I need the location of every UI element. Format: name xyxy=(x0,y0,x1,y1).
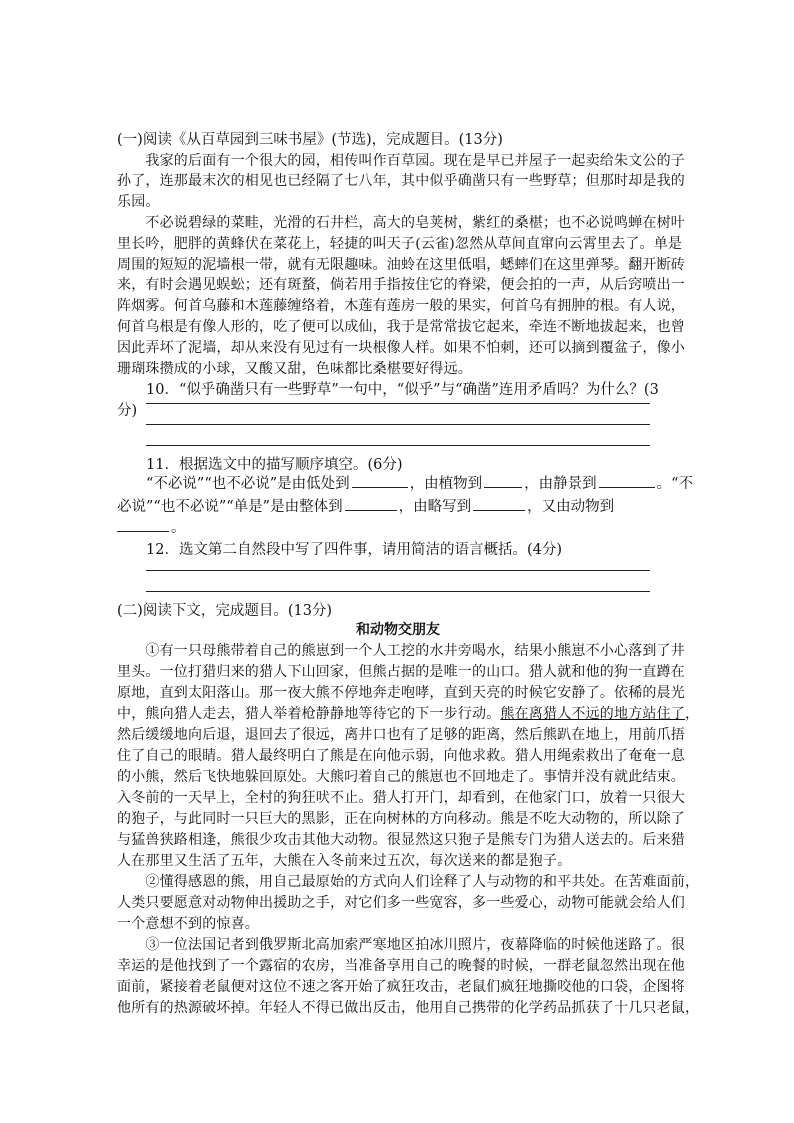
fill-blank[interactable] xyxy=(117,517,169,532)
q11-text: “不必说”“也不必说”是由低处到 xyxy=(117,476,350,492)
passage1-line: 我家的后面有一个很大的园，相传叫作百草园。现在是早已并屋子一起卖给朱文公的子 xyxy=(117,153,685,169)
article-line: 幸运的是他找到了一个露宿的农房，当准备享用自己的晚餐的时候，一群老鼠忽然出现在他 xyxy=(117,958,685,974)
article-line: 的小熊，然后飞快地躲回原处。大熊叼着自己的熊崽也不回地走了。事情并没有就此结束。 xyxy=(117,769,685,785)
question-10-cont: 分) xyxy=(117,403,138,419)
article-line: 的狍子，与此同时一只巨大的黑影，正在向树林的方向移动。熊是不吃大动物的，所以除了 xyxy=(117,811,685,827)
fill-blank[interactable] xyxy=(352,473,408,488)
passage2-line: 里长吟，肥胖的黄蜂伏在菜花上，轻捷的叫天子(云雀)忽然从草间直窜向云霄里去了。单是 xyxy=(117,236,683,252)
answer-line[interactable] xyxy=(146,570,650,571)
article-text: ， xyxy=(685,706,700,722)
article-line: ②懂得感恩的熊，用自己最原始的方式向人们诠释了人与动物的和平共处。在苦难面前， xyxy=(117,874,700,890)
fill-blank[interactable] xyxy=(599,473,655,488)
fill-blank[interactable] xyxy=(484,473,522,488)
question-12: 12．选文第二自然段中写了四件事，请用简洁的语言概括。(4分) xyxy=(117,542,562,558)
article-line xyxy=(117,703,700,723)
q11-text: 。 xyxy=(171,520,186,536)
question-11: 11．根据选文中的描写顺序填空。(6分) xyxy=(117,457,403,473)
article-line: 与猛兽狭路相逢，熊很少攻击其他大动物。很显然这只狍子是熊专门为猎人送去的。后来猎 xyxy=(117,832,685,848)
article-line: 人在那里又生活了五年，大熊在入冬前来过五次，每次送来的都是狍子。 xyxy=(117,853,572,869)
article-line: 入冬前的一天早上，全村的狗狂吠不止。猎人打开门，却看到，在他家门口，放着一只很大 xyxy=(117,790,685,806)
q11-text: ，又由动物到 xyxy=(527,499,615,515)
section1-heading: (一)阅读《从百草园到三味书屋》(节选)，完成题目。(13分) xyxy=(117,132,503,148)
underlined-sentence: 熊在离猎人不远的地方站住了 xyxy=(500,706,686,722)
answer-line[interactable] xyxy=(146,403,650,404)
question-11-line xyxy=(117,516,679,537)
fill-blank[interactable] xyxy=(473,496,525,511)
question-10: 10．“似乎确凿只有一些野草”一句中，“似乎”与“确凿”连用矛盾吗？为什么？(3 xyxy=(117,382,659,398)
article-line: 人类只要愿意对动物伸出援助之手，对它们多一些宽容，多一些爱心，动物可能就会给人们 xyxy=(117,895,685,911)
article-line: ③一位法国记者到俄罗斯北高加索严寒地区拍冰川照片，夜幕降临的时候他迷路了。很 xyxy=(117,937,685,953)
passage1-line: 孙了，连那最末次的相见也已经隔了七八年，其中似乎确凿只有一些野草；但那时却是我的 xyxy=(117,173,685,189)
passage2-line: 来，有时会遇见蜈蚣；还有斑蝥，倘若用手指按住它的脊梁，便会拍的一声，从后窍喷出一 xyxy=(117,277,685,293)
section2-heading: (二)阅读下文，完成题目。(13分) xyxy=(117,603,333,619)
answer-line[interactable] xyxy=(146,445,650,446)
article-line: 他所有的热源破坏掉。年轻人不得已做出反击，他用自己携带的化学药品抓获了十几只老鼠， xyxy=(117,1000,700,1016)
article-line: 然后缓缓地向后退，退回去了很远，离井口也有了足够的距离，然后熊趴在地上，用前爪捂 xyxy=(117,727,685,743)
answer-line[interactable] xyxy=(146,591,650,592)
passage2-line: 不必说碧绿的菜畦，光滑的石井栏，高大的皂荚树，紫红的桑椹；也不必说鸣蝉在树叶 xyxy=(117,215,685,231)
article-line: ①有一只母熊带着自己的熊崽到一个人工挖的水井旁喝水，结果小熊崽不小心落到了井 xyxy=(117,643,685,659)
passage2-line: 珊瑚珠攒成的小球，又酸又甜，色味都比桑椹要好得远。 xyxy=(117,361,472,377)
article-line: 里头。一位打猎归来的猎人下山回家，但熊占据的是唯一的山口。猎人就和他的狗一直蹲在 xyxy=(117,664,685,680)
q11-text: ，由略写到 xyxy=(398,499,472,515)
passage2-line: 周围的短短的泥墙根一带，就有无限趣味。油蛉在这里低唱，蟋蟀们在这里弹琴。翻开断砖 xyxy=(117,257,685,273)
passage2-line: 因此弄坏了泥墙，却从来没有见过有一块根像人样。如果不怕刺，还可以摘到覆盆子，像小 xyxy=(117,340,685,356)
passage2-line: 何首乌根是有像人形的，吃了便可以成仙，我于是常常拔它起来，牵连不断地拔起来，也曾 xyxy=(117,319,685,335)
q11-text: 必说”“也不必说”“单是”是由整体到 xyxy=(117,499,343,515)
article-line: 面前，紧接着老鼠便对这位不速之客开始了疯狂攻击，老鼠们疯狂地撕咬他的口袋，企图将 xyxy=(117,979,685,995)
q11-text: ，由静景到 xyxy=(524,476,597,492)
article-title: 和动物交朋友 xyxy=(356,622,440,638)
fill-blank[interactable] xyxy=(345,496,397,511)
article-line: 住了自己的眼睛。猎人最终明白了熊是在向他示弱，向他求救。猎人用绳索救出了奄奄一息 xyxy=(117,748,685,764)
article-line: 原地，直到太阳落山。那一夜大熊不停地奔走咆哮，直到天亮的时候它安静了。依稀的晨光 xyxy=(117,685,685,701)
question-11-line xyxy=(117,495,679,516)
q11-text: 。“不 xyxy=(656,476,694,492)
article-line: 一个意想不到的惊喜。 xyxy=(117,916,259,932)
passage2-line: 阵烟雾。何首乌藤和木莲藤缠络着，木莲有莲房一般的果实，何首乌有拥肿的根。有人说， xyxy=(117,298,685,314)
answer-line[interactable] xyxy=(146,424,650,425)
q11-text: ，由植物到 xyxy=(409,476,483,492)
passage1-line: 乐园。 xyxy=(117,194,160,210)
article-text: 中，熊向猎人走去，猎人举着枪静静地等待它的下一步行动。 xyxy=(117,706,501,722)
question-11-line xyxy=(117,472,694,493)
